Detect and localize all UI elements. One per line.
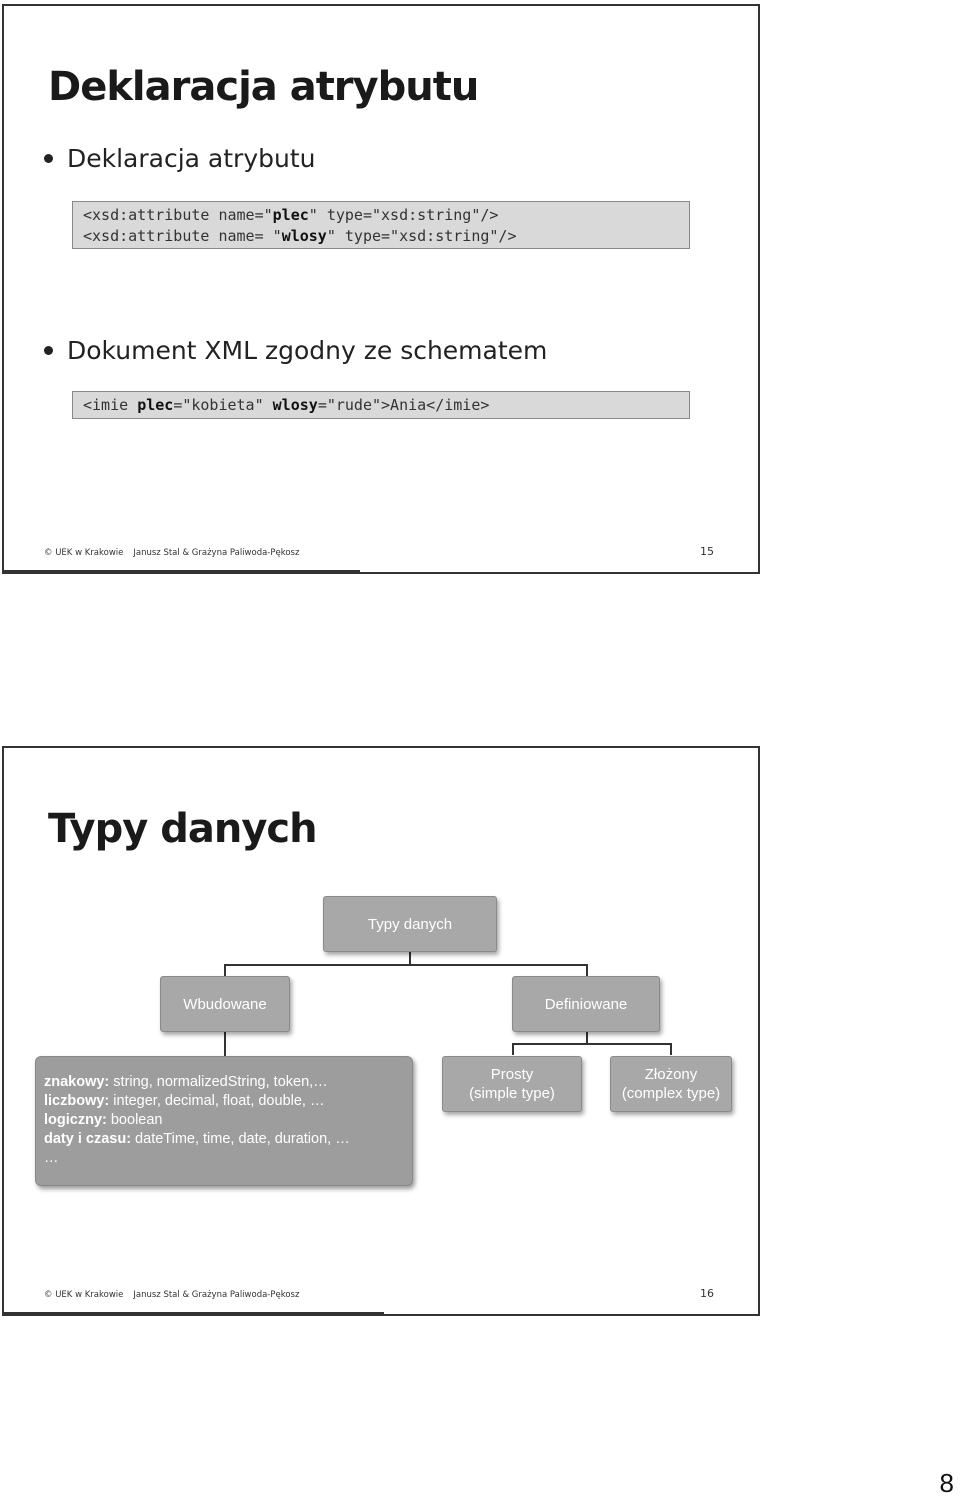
bullet-text: Deklaracja atrybutu [67,144,316,173]
footer-org: © UEK w Krakowie [44,548,124,558]
node-label: Typy danych [367,915,453,933]
code-line: <xsd:attribute name="plec" type="xsd:string"/> [83,206,499,224]
node-definiowane [512,976,660,1032]
node-label: (complex type) [621,1085,721,1102]
slide-title: Typy danych [48,806,317,852]
node-builtin-details [35,1056,413,1186]
detail-line: logiczny: boolean [44,1112,163,1128]
slide-footer [44,1290,299,1300]
footer-org: © UEK w Krakowie [44,1290,124,1300]
connector-line [512,1043,514,1055]
detail-line: znakowy: string, normalizedString, token,… [44,1074,328,1090]
bullet-item [44,336,547,365]
page-number: 16 [700,1287,714,1300]
bullet-item [44,144,316,173]
node-label: Prosty [490,1066,534,1083]
footer-authors: Janusz Stal & Grażyna Paliwoda-Pękosz [133,548,300,558]
connector-line [512,1043,672,1045]
code-block-attributes [72,201,690,249]
connector-line [224,1032,226,1056]
detail-line: … [44,1150,59,1166]
connector-line [224,964,588,966]
bullet-icon [44,346,53,355]
node-zlozony [610,1056,732,1112]
slide-footer [44,548,299,558]
page-number: 15 [700,545,714,558]
detail-line: liczbowy: integer, decimal, float, double, … [44,1093,325,1109]
node-prosty [442,1056,582,1112]
slide-15 [2,4,760,574]
node-label: Wbudowane [183,995,267,1013]
slide-title: Deklaracja atrybutu [48,64,479,110]
footer-bar [4,1312,384,1316]
footer-bar [4,570,360,574]
footer-authors: Janusz Stal & Grażyna Paliwoda-Pękosz [133,1290,300,1300]
node-typy-danych [323,896,497,952]
detail-line: daty i czasu: dateTime, time, date, duration, … [44,1131,350,1147]
bullet-text: Dokument XML zgodny ze schematem [67,336,548,365]
code-block-xml: <imie plec="kobieta" wlosy="rude">Ania</imie> [72,391,690,419]
node-label: Złożony [644,1066,698,1083]
connector-line [670,1043,672,1055]
slide-16 [2,746,760,1316]
code-line: <xsd:attribute name= "wlosy" type="xsd:string"/> [83,227,517,245]
bullet-icon [44,154,53,163]
document-page-number: 8 [939,1468,954,1498]
node-label: Definiowane [544,995,628,1013]
node-label: (simple type) [469,1085,555,1102]
node-wbudowane [160,976,290,1032]
